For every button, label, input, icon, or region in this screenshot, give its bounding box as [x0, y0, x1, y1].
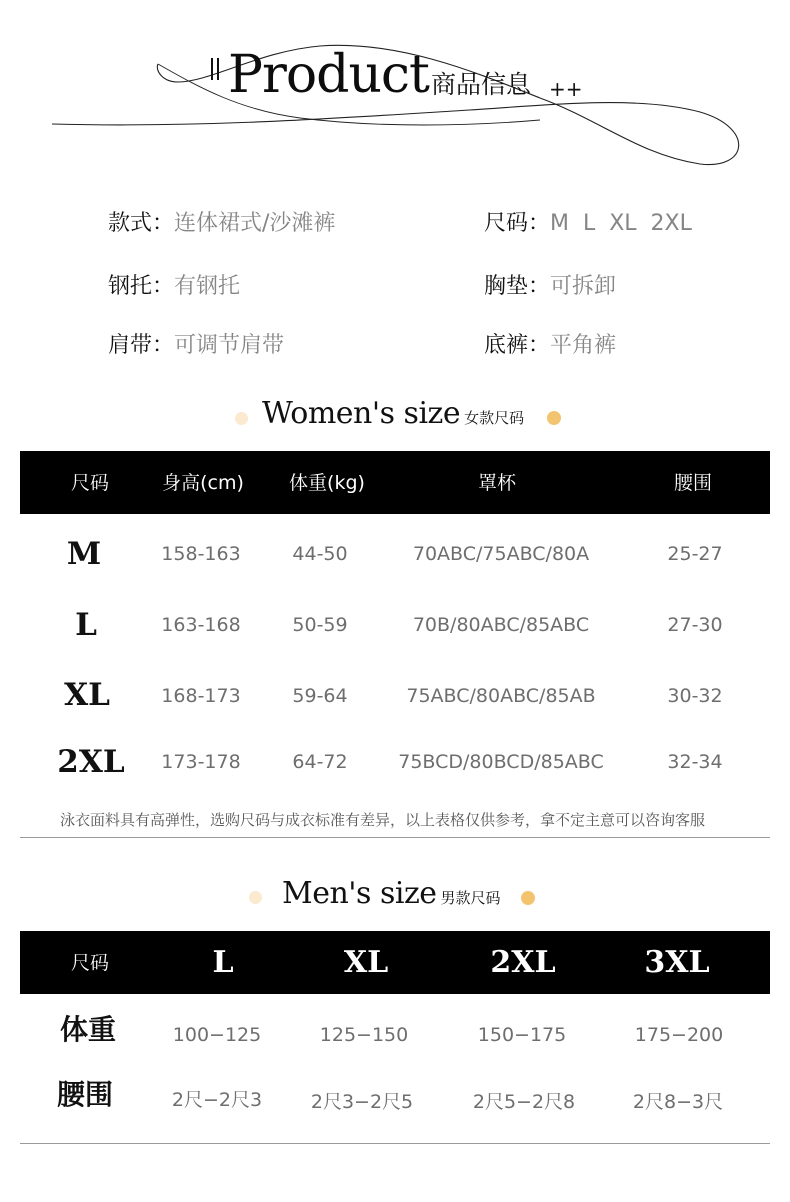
row-label-waist: 腰围: [56, 1078, 114, 1111]
info-key: 底裤：: [484, 333, 551, 358]
accent-dot: [547, 411, 561, 425]
info-key: 款式：: [108, 211, 175, 236]
col-header-2XL: 2XL: [490, 945, 556, 980]
womens-table-header: [20, 451, 770, 514]
col-header-height: 身高(cm): [162, 472, 244, 494]
mens-waist-cell: 2尺3−2尺5: [310, 1091, 414, 1113]
waist-cell: 30-32: [667, 685, 723, 707]
mens-weight-cell: 125−150: [319, 1024, 409, 1046]
fit-note: 泳衣面料具有高弹性，选购尺码与成衣标准有差异，以上表格仅供参考，拿不定主意可以咨询客服: [60, 811, 706, 829]
womens-title: Women's size: [262, 396, 461, 431]
col-header-size: 尺码: [70, 472, 110, 494]
waist-cell: 32-34: [667, 751, 723, 773]
info-style: [108, 209, 335, 239]
weight-cell: 50-59: [292, 614, 348, 636]
col-header-size: 尺码: [70, 952, 110, 974]
womens-subtitle: 女款尺码: [464, 409, 525, 427]
accent-dot-light: [235, 412, 248, 425]
info-underwire: [108, 272, 240, 302]
bottom-divider: [20, 1143, 770, 1144]
size-label: L: [75, 607, 97, 643]
mens-weight-cell: 175−200: [634, 1024, 724, 1046]
page-subtitle: 商品信息: [431, 70, 532, 99]
section-divider: [20, 837, 770, 838]
info-key: 肩带：: [108, 333, 175, 358]
info-bottoms: [484, 331, 616, 361]
col-header-waist: 腰围: [673, 472, 713, 494]
height-cell: 173-178: [161, 751, 241, 773]
cup-cell: 75BCD/80BCD/85ABC: [398, 751, 604, 773]
col-header-weight: 体重(kg): [289, 472, 365, 494]
mens-weight-cell: 150−175: [477, 1024, 567, 1046]
info-value: 可拆卸: [550, 274, 617, 299]
info-value: 可调节肩带: [174, 333, 285, 358]
info-value: M L XL 2XL: [550, 211, 692, 236]
info-key: 胸垫：: [484, 274, 551, 299]
mens-size-heading: [282, 874, 501, 914]
mens-subtitle: 男款尺码: [440, 889, 501, 907]
info-key: 尺码：: [484, 211, 551, 236]
height-cell: 168-173: [161, 685, 241, 707]
title-accent-bars: [211, 58, 221, 80]
info-value: 有钢托: [174, 274, 241, 299]
row-label-weight: 体重: [59, 1013, 117, 1046]
info-value: 平角裤: [550, 333, 617, 358]
weight-cell: 59-64: [292, 685, 348, 707]
size-label: 2XL: [57, 744, 125, 780]
mens-weight-cell: 100−125: [172, 1024, 262, 1046]
mens-waist-cell: 2尺8−3尺: [632, 1091, 724, 1113]
page-title: Product: [228, 45, 429, 105]
col-header-L: L: [212, 945, 234, 980]
info-size: [484, 209, 692, 239]
mens-waist-cell: 2尺−2尺3: [171, 1089, 263, 1111]
cup-cell: 70ABC/75ABC/80A: [412, 543, 590, 565]
size-label: XL: [64, 677, 110, 713]
cup-cell: 70B/80ABC/85ABC: [412, 614, 590, 636]
waist-cell: 25-27: [667, 543, 723, 565]
mens-waist-cell: 2尺5−2尺8: [472, 1091, 576, 1113]
cup-cell: 75ABC/80ABC/85AB: [406, 685, 596, 707]
womens-size-heading: [262, 394, 524, 434]
height-cell: 163-168: [161, 614, 241, 636]
col-header-3XL: 3XL: [644, 945, 710, 980]
col-header-XL: XL: [343, 945, 389, 980]
size-label: M: [66, 536, 102, 572]
info-padding: [484, 272, 616, 302]
height-cell: 158-163: [161, 543, 241, 565]
info-key: 钢托：: [108, 274, 175, 299]
weight-cell: 64-72: [292, 751, 348, 773]
mens-title: Men's size: [282, 876, 437, 911]
accent-dot: [521, 891, 535, 905]
info-value: 连体裙式/沙滩裤: [174, 211, 336, 236]
weight-cell: 44-50: [292, 543, 348, 565]
info-straps: [108, 331, 284, 361]
col-header-cup: 罩杯: [477, 472, 517, 494]
accent-dot-light: [249, 891, 262, 904]
title-plus-mark: ++: [549, 77, 583, 101]
waist-cell: 27-30: [667, 614, 723, 636]
